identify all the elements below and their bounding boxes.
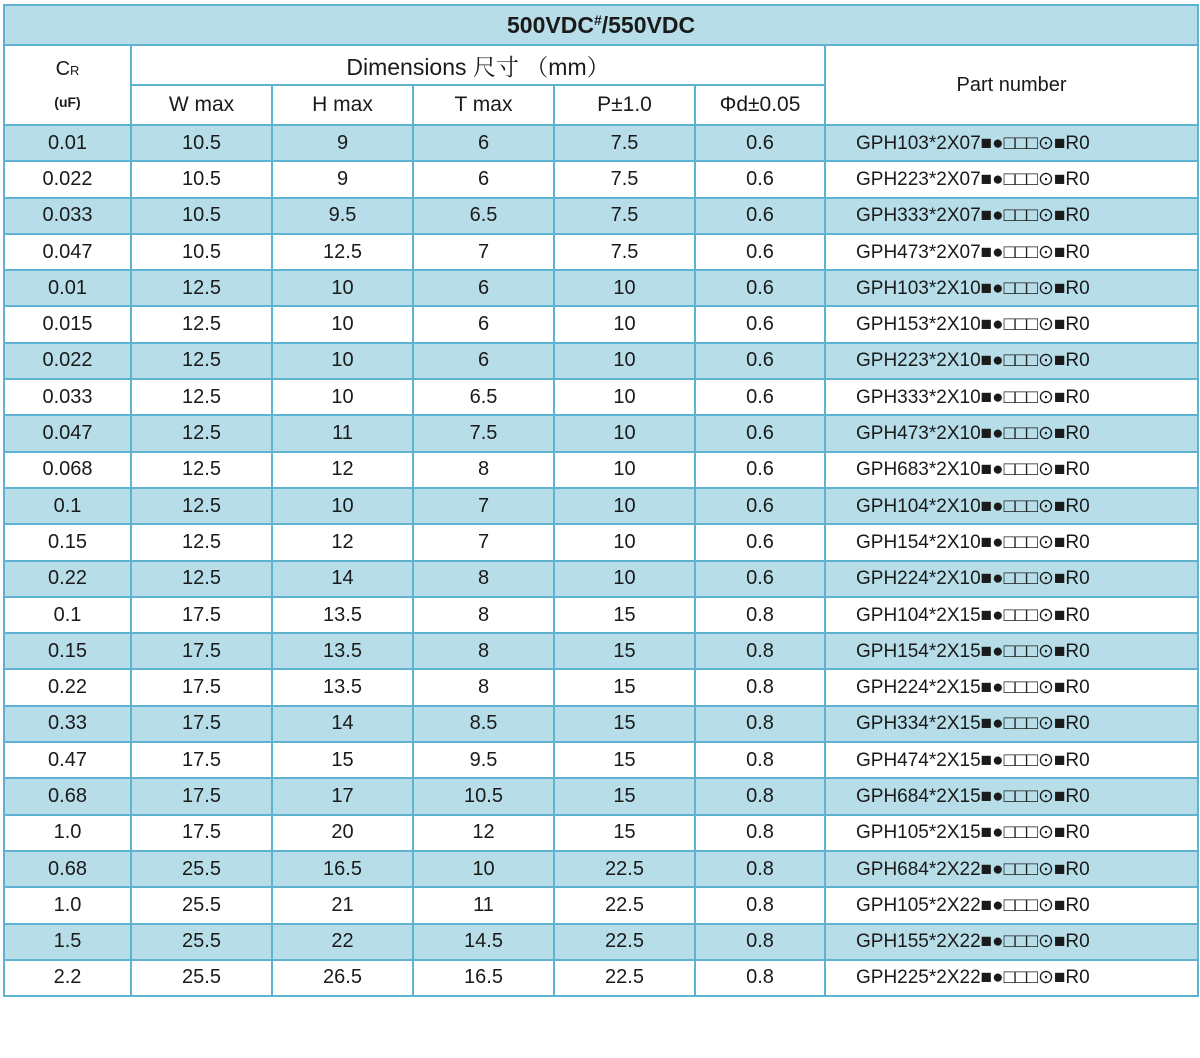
d-cell: 0.6 [695, 452, 825, 488]
t-cell: 7 [413, 234, 554, 270]
t-cell: 6 [413, 270, 554, 306]
table-row [4, 924, 1198, 960]
capacitance-cell: 0.068 [4, 452, 131, 488]
capacitance-cell: 0.33 [4, 706, 131, 742]
capacitance-cell: 2.2 [4, 960, 131, 996]
w-cell: 17.5 [131, 742, 272, 778]
h-cell: 14 [272, 561, 413, 597]
d-cell: 0.8 [695, 851, 825, 887]
part-number-cell: GPH153*2X10■●□□□⊙■R0 [825, 306, 1198, 342]
w-cell: 17.5 [131, 597, 272, 633]
t-cell: 6.5 [413, 379, 554, 415]
p-cell: 7.5 [554, 234, 695, 270]
table-row [4, 815, 1198, 851]
w-cell: 17.5 [131, 706, 272, 742]
part-number-cell: GPH105*2X15■●□□□⊙■R0 [825, 815, 1198, 851]
p-cell: 22.5 [554, 924, 695, 960]
p-cell: 22.5 [554, 960, 695, 996]
capacitance-cell: 0.022 [4, 161, 131, 197]
capacitance-cell: 0.01 [4, 125, 131, 161]
w-cell: 12.5 [131, 379, 272, 415]
table-row [4, 524, 1198, 560]
w-cell: 25.5 [131, 960, 272, 996]
p-cell: 15 [554, 669, 695, 705]
cr-subscript: R [70, 63, 80, 78]
w-cell: 12.5 [131, 415, 272, 451]
header-row-1 [4, 45, 1198, 85]
h-cell: 9 [272, 161, 413, 197]
w-cell: 17.5 [131, 815, 272, 851]
t-cell: 6 [413, 161, 554, 197]
h-cell: 12 [272, 524, 413, 560]
table-row [4, 597, 1198, 633]
w-cell: 17.5 [131, 778, 272, 814]
d-cell: 0.8 [695, 778, 825, 814]
h-cell: 26.5 [272, 960, 413, 996]
p-cell: 10 [554, 306, 695, 342]
h-cell: 12 [272, 452, 413, 488]
p-cell: 10 [554, 379, 695, 415]
p-cell: 10 [554, 452, 695, 488]
w-cell: 25.5 [131, 887, 272, 923]
part-number-cell: GPH473*2X07■●□□□⊙■R0 [825, 234, 1198, 270]
h-cell: 20 [272, 815, 413, 851]
d-cell: 0.8 [695, 742, 825, 778]
column-header-p: P±1.0 [554, 85, 695, 125]
w-cell: 10.5 [131, 234, 272, 270]
w-cell: 17.5 [131, 669, 272, 705]
w-cell: 12.5 [131, 343, 272, 379]
capacitance-cell: 0.15 [4, 524, 131, 560]
w-cell: 12.5 [131, 306, 272, 342]
w-cell: 12.5 [131, 561, 272, 597]
table-row [4, 488, 1198, 524]
h-cell: 10 [272, 379, 413, 415]
t-cell: 7 [413, 524, 554, 560]
table-row [4, 960, 1198, 996]
p-cell: 22.5 [554, 851, 695, 887]
cr-unit: (uF) [54, 94, 81, 110]
t-cell: 14.5 [413, 924, 554, 960]
t-cell: 7 [413, 488, 554, 524]
capacitance-cell: 0.22 [4, 669, 131, 705]
h-cell: 15 [272, 742, 413, 778]
t-cell: 6 [413, 343, 554, 379]
p-cell: 10 [554, 415, 695, 451]
h-cell: 13.5 [272, 597, 413, 633]
part-number-cell: GPH104*2X15■●□□□⊙■R0 [825, 597, 1198, 633]
d-cell: 0.6 [695, 488, 825, 524]
part-number-cell: GPH103*2X07■●□□□⊙■R0 [825, 125, 1198, 161]
part-number-cell: GPH333*2X10■●□□□⊙■R0 [825, 379, 1198, 415]
table-row [4, 343, 1198, 379]
table-row [4, 669, 1198, 705]
part-number-cell: GPH224*2X15■●□□□⊙■R0 [825, 669, 1198, 705]
part-number-cell: GPH334*2X15■●□□□⊙■R0 [825, 706, 1198, 742]
part-number-cell: GPH474*2X15■●□□□⊙■R0 [825, 742, 1198, 778]
capacitance-cell: 0.68 [4, 778, 131, 814]
d-cell: 0.8 [695, 669, 825, 705]
t-cell: 10.5 [413, 778, 554, 814]
p-cell: 22.5 [554, 887, 695, 923]
t-cell: 10 [413, 851, 554, 887]
table-row [4, 161, 1198, 197]
w-cell: 17.5 [131, 633, 272, 669]
p-cell: 10 [554, 270, 695, 306]
h-cell: 16.5 [272, 851, 413, 887]
h-cell: 9 [272, 125, 413, 161]
t-cell: 16.5 [413, 960, 554, 996]
column-header-h: H max [272, 85, 413, 125]
column-header-d: Φd±0.05 [695, 85, 825, 125]
d-cell: 0.8 [695, 706, 825, 742]
h-cell: 10 [272, 270, 413, 306]
table-row [4, 415, 1198, 451]
table-row [4, 706, 1198, 742]
d-cell: 0.6 [695, 161, 825, 197]
h-cell: 17 [272, 778, 413, 814]
w-cell: 10.5 [131, 198, 272, 234]
capacitance-cell: 1.0 [4, 887, 131, 923]
d-cell: 0.6 [695, 415, 825, 451]
p-cell: 15 [554, 742, 695, 778]
p-cell: 10 [554, 524, 695, 560]
table-row [4, 306, 1198, 342]
table-row [4, 851, 1198, 887]
table-row [4, 379, 1198, 415]
h-cell: 13.5 [272, 633, 413, 669]
t-cell: 9.5 [413, 742, 554, 778]
h-cell: 13.5 [272, 669, 413, 705]
p-cell: 7.5 [554, 125, 695, 161]
p-cell: 15 [554, 778, 695, 814]
capacitance-cell: 0.15 [4, 633, 131, 669]
capacitance-cell: 0.68 [4, 851, 131, 887]
w-cell: 12.5 [131, 452, 272, 488]
table-row [4, 887, 1198, 923]
table-row [4, 234, 1198, 270]
spec-table-container [3, 4, 1199, 997]
p-cell: 10 [554, 488, 695, 524]
t-cell: 6 [413, 306, 554, 342]
h-cell: 10 [272, 343, 413, 379]
d-cell: 0.8 [695, 924, 825, 960]
title-main: 500VDC [507, 11, 594, 38]
part-number-cell: GPH154*2X15■●□□□⊙■R0 [825, 633, 1198, 669]
capacitance-cell: 0.22 [4, 561, 131, 597]
capacitance-cell: 0.047 [4, 415, 131, 451]
t-cell: 8 [413, 452, 554, 488]
capacitor-spec-table [3, 4, 1199, 997]
part-number-cell: GPH473*2X10■●□□□⊙■R0 [825, 415, 1198, 451]
capacitance-cell: 0.1 [4, 597, 131, 633]
h-cell: 9.5 [272, 198, 413, 234]
table-row [4, 561, 1198, 597]
voltage-title [4, 5, 1198, 45]
part-number-cell: GPH683*2X10■●□□□⊙■R0 [825, 452, 1198, 488]
p-cell: 15 [554, 633, 695, 669]
p-cell: 10 [554, 561, 695, 597]
capacitance-cell: 0.022 [4, 343, 131, 379]
t-cell: 6 [413, 125, 554, 161]
p-cell: 15 [554, 706, 695, 742]
p-cell: 7.5 [554, 161, 695, 197]
capacitance-cell: 1.5 [4, 924, 131, 960]
d-cell: 0.6 [695, 561, 825, 597]
w-cell: 25.5 [131, 851, 272, 887]
capacitance-header [4, 45, 131, 125]
title-superscript: # [593, 11, 602, 28]
capacitance-cell: 1.0 [4, 815, 131, 851]
h-cell: 22 [272, 924, 413, 960]
part-number-cell: GPH333*2X07■●□□□⊙■R0 [825, 198, 1198, 234]
d-cell: 0.6 [695, 198, 825, 234]
capacitance-cell: 0.015 [4, 306, 131, 342]
p-cell: 15 [554, 815, 695, 851]
part-number-cell: GPH155*2X22■●□□□⊙■R0 [825, 924, 1198, 960]
t-cell: 8.5 [413, 706, 554, 742]
part-number-cell: GPH225*2X22■●□□□⊙■R0 [825, 960, 1198, 996]
p-cell: 10 [554, 343, 695, 379]
w-cell: 25.5 [131, 924, 272, 960]
w-cell: 12.5 [131, 524, 272, 560]
table-row [4, 742, 1198, 778]
d-cell: 0.6 [695, 379, 825, 415]
p-cell: 15 [554, 597, 695, 633]
title-rest: /550VDC [601, 11, 696, 38]
w-cell: 10.5 [131, 161, 272, 197]
d-cell: 0.6 [695, 270, 825, 306]
d-cell: 0.6 [695, 343, 825, 379]
h-cell: 12.5 [272, 234, 413, 270]
capacitance-cell: 0.47 [4, 742, 131, 778]
h-cell: 14 [272, 706, 413, 742]
part-number-cell: GPH105*2X22■●□□□⊙■R0 [825, 887, 1198, 923]
dimensions-header: Dimensions 尺寸 （mm） [131, 45, 825, 85]
part-number-cell: GPH223*2X07■●□□□⊙■R0 [825, 161, 1198, 197]
table-row [4, 633, 1198, 669]
t-cell: 8 [413, 669, 554, 705]
d-cell: 0.8 [695, 633, 825, 669]
capacitance-cell: 0.047 [4, 234, 131, 270]
t-cell: 8 [413, 633, 554, 669]
t-cell: 8 [413, 597, 554, 633]
part-number-cell: GPH223*2X10■●□□□⊙■R0 [825, 343, 1198, 379]
t-cell: 7.5 [413, 415, 554, 451]
t-cell: 11 [413, 887, 554, 923]
column-header-w: W max [131, 85, 272, 125]
part-number-cell: GPH154*2X10■●□□□⊙■R0 [825, 524, 1198, 560]
h-cell: 10 [272, 488, 413, 524]
d-cell: 0.6 [695, 234, 825, 270]
capacitance-cell: 0.033 [4, 198, 131, 234]
h-cell: 21 [272, 887, 413, 923]
d-cell: 0.8 [695, 960, 825, 996]
table-row [4, 452, 1198, 488]
table-row [4, 125, 1198, 161]
d-cell: 0.8 [695, 887, 825, 923]
column-header-t: T max [413, 85, 554, 125]
t-cell: 8 [413, 561, 554, 597]
part-number-cell: GPH103*2X10■●□□□⊙■R0 [825, 270, 1198, 306]
w-cell: 12.5 [131, 488, 272, 524]
capacitance-cell: 0.033 [4, 379, 131, 415]
table-row [4, 778, 1198, 814]
table-row [4, 270, 1198, 306]
d-cell: 0.8 [695, 597, 825, 633]
h-cell: 11 [272, 415, 413, 451]
title-row [4, 5, 1198, 45]
d-cell: 0.6 [695, 524, 825, 560]
d-cell: 0.8 [695, 815, 825, 851]
capacitance-cell: 0.01 [4, 270, 131, 306]
t-cell: 6.5 [413, 198, 554, 234]
table-row [4, 198, 1198, 234]
h-cell: 10 [272, 306, 413, 342]
w-cell: 12.5 [131, 270, 272, 306]
capacitance-cell: 0.1 [4, 488, 131, 524]
table-body [4, 125, 1198, 996]
part-number-cell: GPH224*2X10■●□□□⊙■R0 [825, 561, 1198, 597]
cr-label: C [55, 58, 71, 80]
p-cell: 7.5 [554, 198, 695, 234]
t-cell: 12 [413, 815, 554, 851]
part-number-cell: GPH684*2X22■●□□□⊙■R0 [825, 851, 1198, 887]
part-number-cell: GPH104*2X10■●□□□⊙■R0 [825, 488, 1198, 524]
part-number-cell: GPH684*2X15■●□□□⊙■R0 [825, 778, 1198, 814]
d-cell: 0.6 [695, 306, 825, 342]
w-cell: 10.5 [131, 125, 272, 161]
part-number-header: Part number [825, 45, 1198, 125]
d-cell: 0.6 [695, 125, 825, 161]
